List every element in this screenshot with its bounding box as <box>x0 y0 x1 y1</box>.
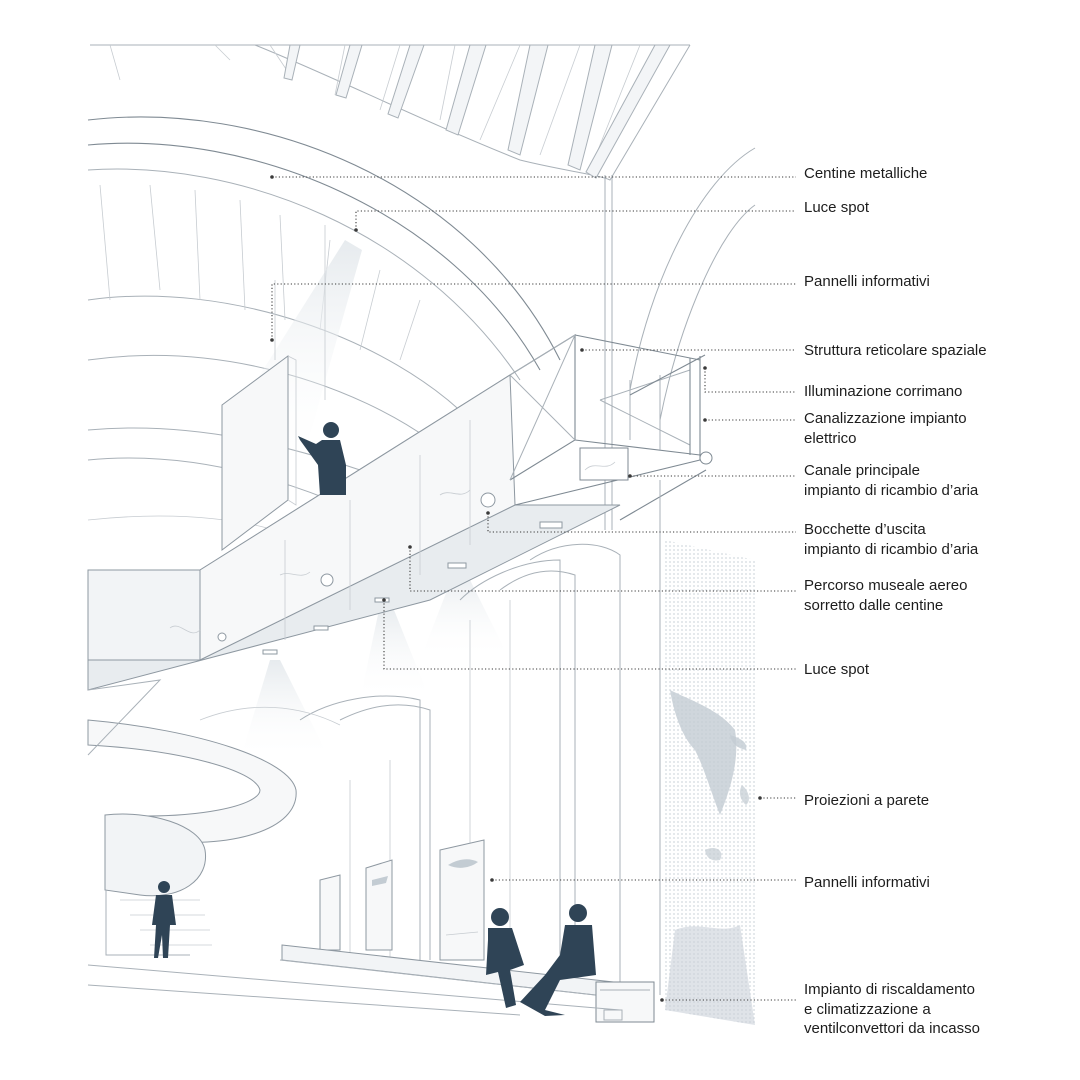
elevated-museum-walkway <box>88 375 620 690</box>
space-truss-structure <box>510 335 712 520</box>
callout-illuminazione-corrimano: Illuminazione corrimano <box>804 383 963 400</box>
person-sitting-right <box>520 904 596 1016</box>
callout-percorso-museale: Percorso museale aereo sorretto dalle centine <box>804 577 968 614</box>
callout-pannelli-informativi-top: Pannelli informativi <box>804 273 930 290</box>
wall-projection <box>665 540 755 1025</box>
callout-canale-principale: Canale principale impianto di ricambio d’aria <box>804 462 979 499</box>
callout-centine-metalliche: Centine metalliche <box>804 165 928 182</box>
vault-ceiling <box>90 45 690 180</box>
callout-luce-spot-top: Luce spot <box>804 199 870 216</box>
person-sitting-left <box>486 908 524 1008</box>
callout-proiezioni-parete: Proiezioni a parete <box>804 792 930 809</box>
callout-pannelli-informativi-bottom: Pannelli informativi <box>804 874 930 891</box>
callout-luce-spot-mid: Luce spot <box>804 661 870 678</box>
callout-bocchette-uscita: Bocchette d’uscita impianto di ricambio d’aria <box>804 521 979 558</box>
callout-impianto-riscaldamento: Impianto di riscaldamento e climatizzazione a ventilconvettori da incasso <box>804 981 980 1037</box>
callout-canalizzazione-elettrico: Canalizzazione impianto elettrico <box>804 410 967 447</box>
callout-struttura-reticolare: Struttura reticolare spaziale <box>804 342 987 359</box>
